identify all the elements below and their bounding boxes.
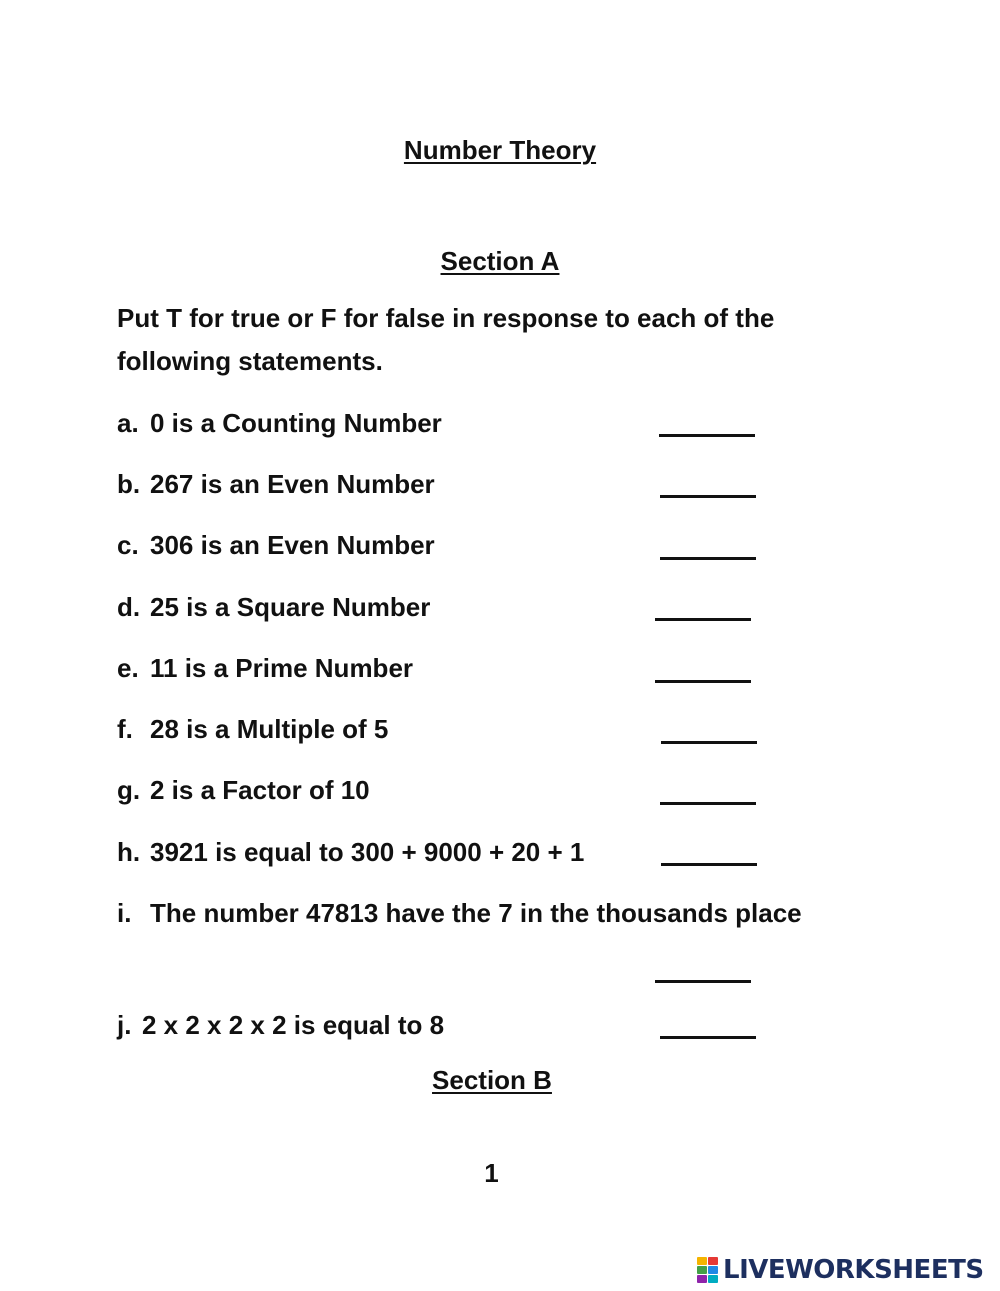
question-letter: f.	[117, 714, 133, 744]
question-a	[117, 406, 442, 440]
question-letter: c.	[117, 530, 139, 560]
answer-blank-d[interactable]	[655, 618, 751, 621]
instructions: Put T for true or F for false in response to each of the following statements.	[117, 303, 775, 376]
answer-blank-i[interactable]	[655, 980, 751, 983]
question-letter: b.	[117, 469, 141, 499]
question-text: 267 is an Even Number	[150, 469, 435, 499]
answer-blank-j[interactable]	[660, 1036, 756, 1039]
question-letter: h.	[117, 837, 141, 867]
answer-blank-b[interactable]	[660, 495, 756, 498]
question-d	[117, 590, 430, 624]
question-letter: d.	[117, 592, 141, 622]
question-text: 25 is a Square Number	[150, 592, 431, 622]
question-letter: a.	[117, 408, 139, 438]
question-f	[117, 712, 388, 746]
section-b-heading: Section B	[432, 1065, 552, 1095]
answer-blank-g[interactable]	[660, 802, 756, 805]
question-c	[117, 528, 435, 562]
question-i	[117, 896, 802, 930]
question-letter: j.	[117, 1010, 132, 1040]
logo-text: LIVEWORKSHEETS	[723, 1255, 984, 1285]
question-letter: i.	[117, 898, 132, 928]
page-number: 1	[484, 1158, 499, 1188]
answer-blank-h[interactable]	[661, 863, 757, 866]
answer-blank-c[interactable]	[660, 557, 756, 560]
question-text: 2 x 2 x 2 x 2 is equal to 8	[142, 1010, 445, 1040]
liveworksheets-logo[interactable]	[697, 1253, 984, 1287]
question-b	[117, 467, 435, 501]
answer-blank-a[interactable]	[659, 434, 755, 437]
question-text: 3921 is equal to 300 + 9000 + 20 + 1	[150, 837, 585, 867]
question-h	[117, 835, 584, 869]
question-letter: e.	[117, 653, 139, 683]
answer-blank-e[interactable]	[655, 680, 751, 683]
question-g	[117, 773, 370, 807]
question-text: The number 47813 have the 7 in the thousands place	[150, 898, 802, 928]
question-text: 306 is an Even Number	[150, 530, 435, 560]
question-j	[117, 1008, 444, 1042]
page-title: Number Theory	[403, 135, 597, 165]
answer-blank-f[interactable]	[661, 741, 757, 744]
question-letter: g.	[117, 775, 141, 805]
question-e	[117, 651, 413, 685]
question-text: 11 is a Prime Number	[150, 653, 414, 683]
question-text: 28 is a Multiple of 5	[150, 714, 389, 744]
question-text: 2 is a Factor of 10	[150, 775, 370, 805]
liveworksheets-logo-icon	[697, 1257, 719, 1283]
question-text: 0 is a Counting Number	[150, 408, 442, 438]
section-a-heading: Section A	[440, 246, 560, 276]
